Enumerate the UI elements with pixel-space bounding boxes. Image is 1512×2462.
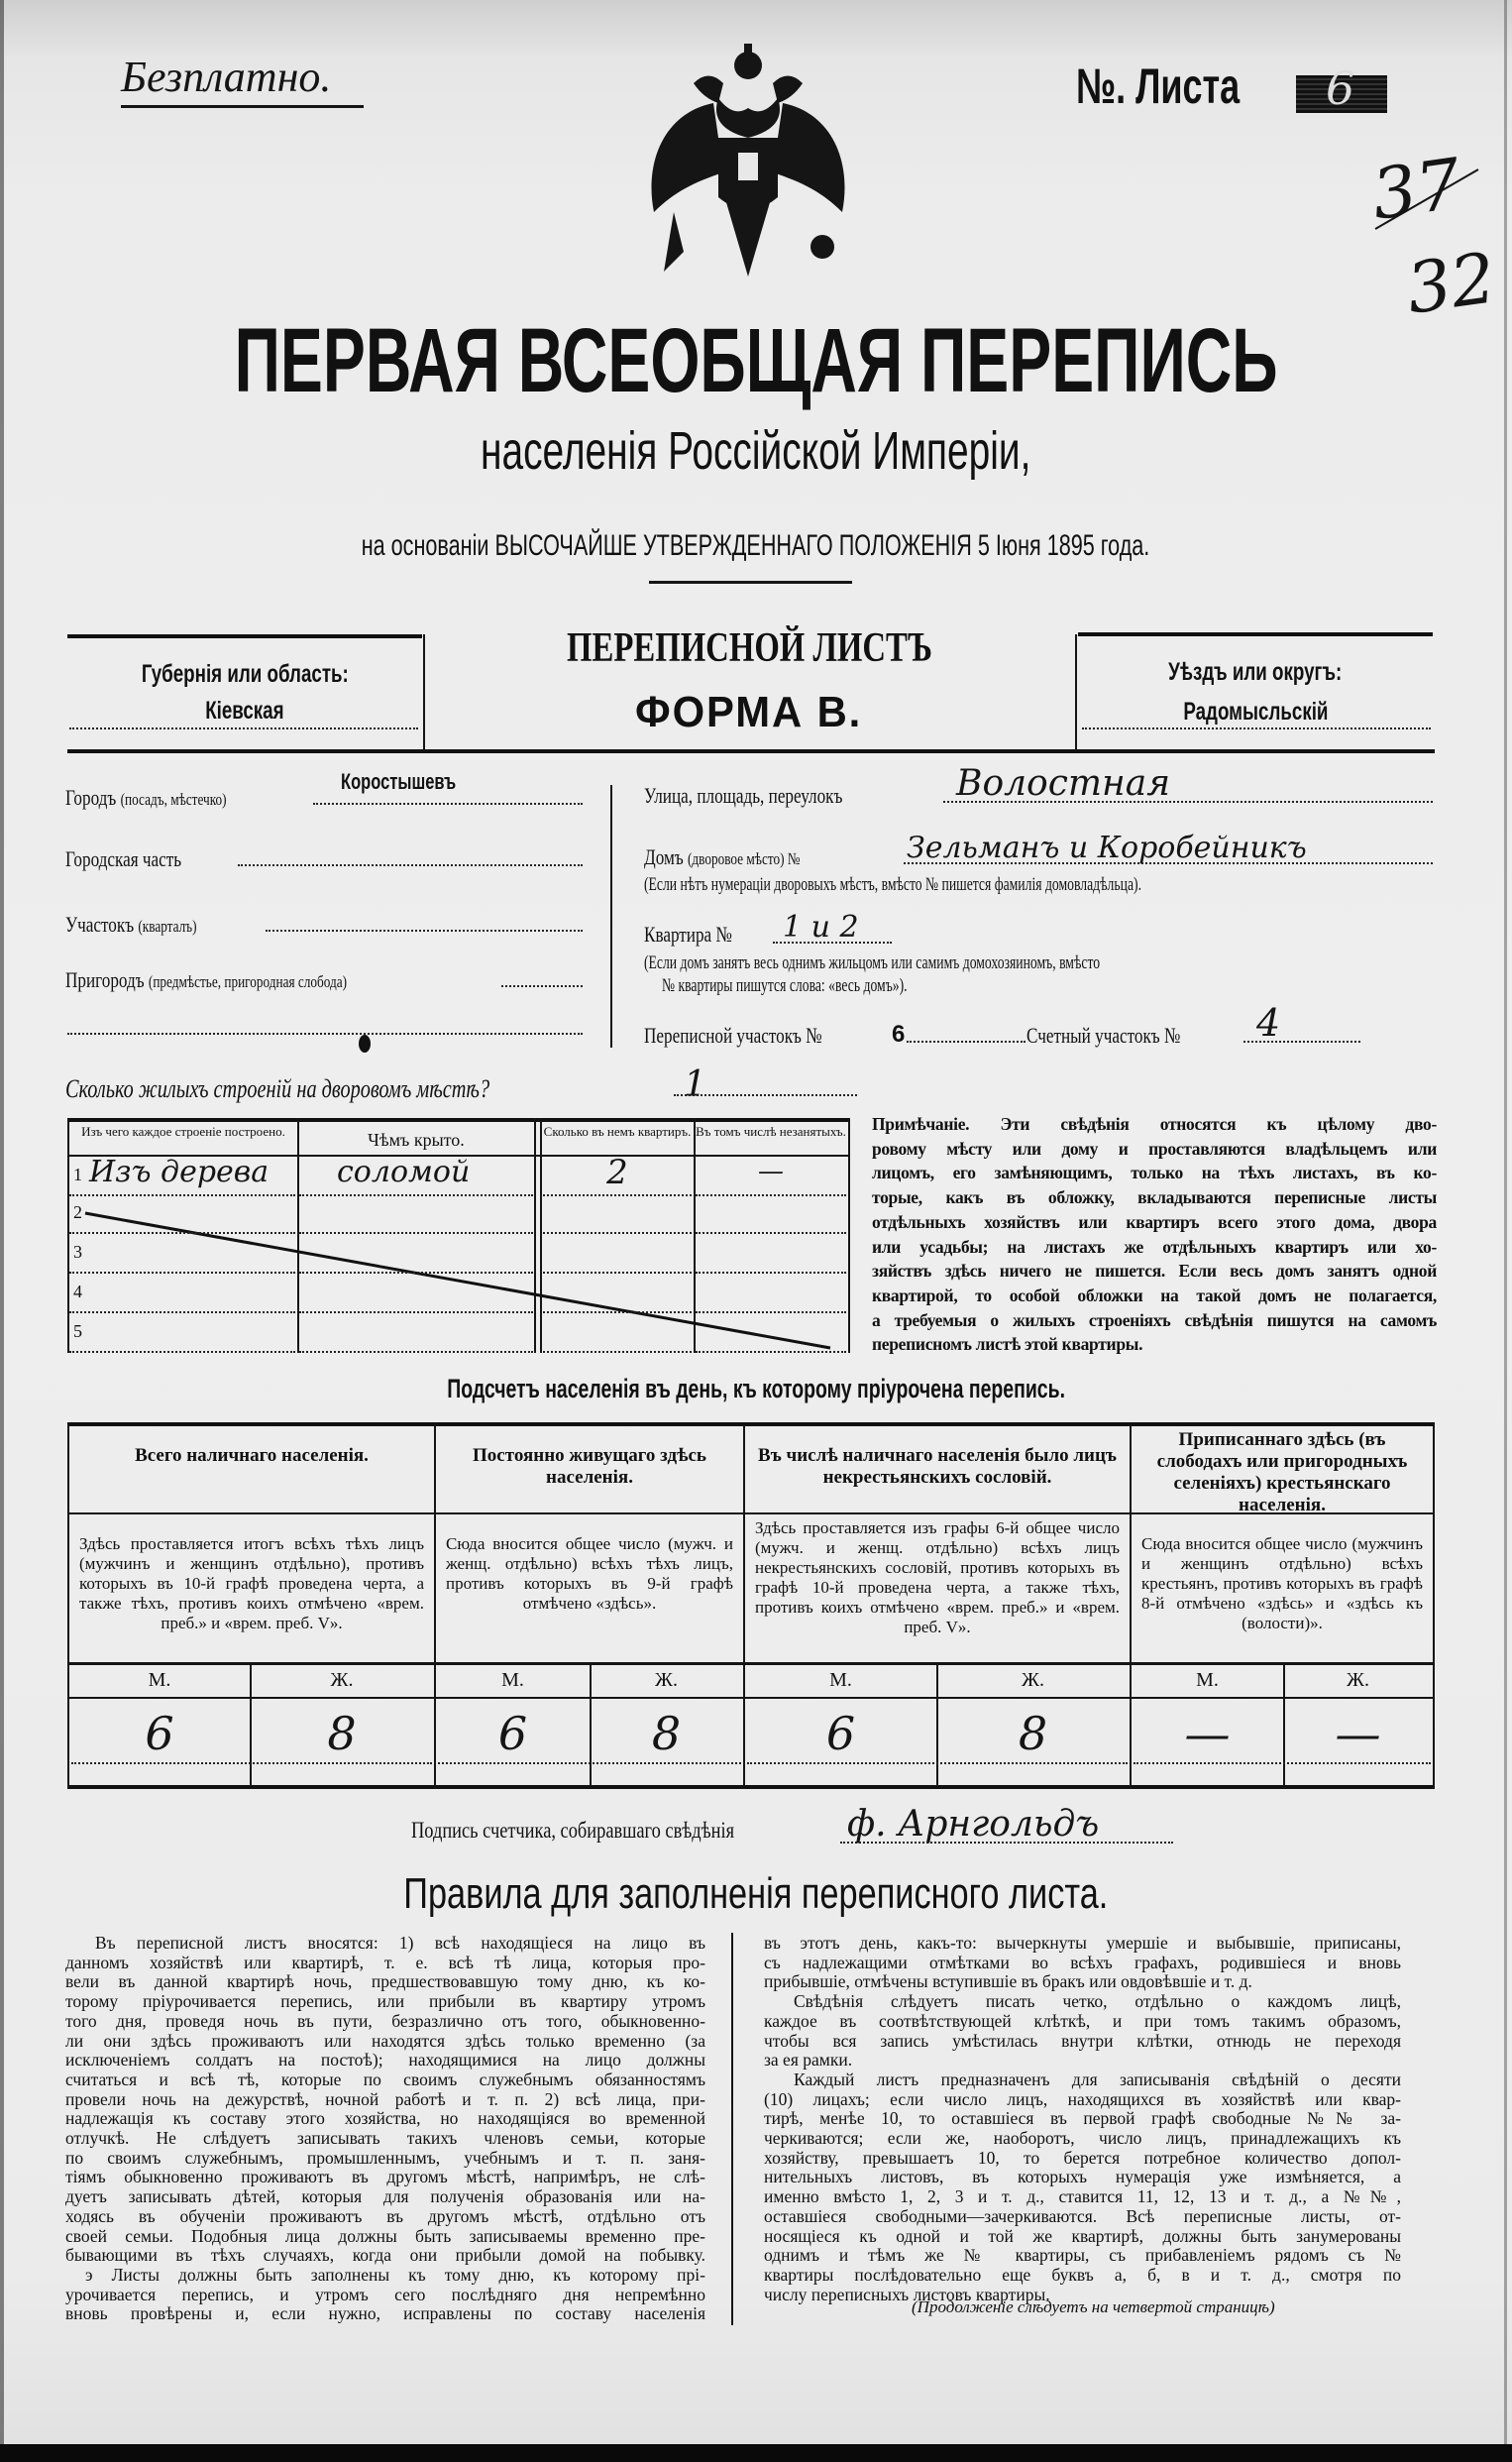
legal-basis: на основаніи ВЫСОЧАЙШЕ УТВЕРЖДЕННАГО ПОЛОЖЕНІЯ 5 Іюня 1895 года. (362, 529, 1150, 562)
column-description: Сюда вносится общее число (мужчинъ и женщинъ отдѣльно) всѣхъ крестьянъ, противъ которыхъ въ графѣ 8-й отмѣчено «здѣсь» и «здѣсь къ (волости)». (1141, 1534, 1423, 1632)
count-district-label: Счетный участокъ № (1026, 1023, 1181, 1048)
row-dotted-line[interactable] (69, 1232, 295, 1234)
note-line: Примѣчаніе. Эти свѣдѣнія относятся къ цѣлому дво- (872, 1114, 1437, 1134)
column-heading: Приписаннаго здѣсь (въ слободахъ или пригородныхъ селеніяхъ) крестьянскаго населенія. (1156, 1429, 1408, 1515)
row-dotted-line[interactable] (696, 1194, 846, 1196)
note-line: ровому мѣсту или дому и проставляются владѣльцемъ или (872, 1138, 1437, 1159)
table-top-rule (67, 1422, 1435, 1426)
rules-column-divider (731, 1933, 733, 2325)
rules-continuation: (Продолженіе слѣдуетъ на четвертой страницѣ) (912, 2297, 1275, 2316)
column-heading: Въ числѣ наличнаго населенія было лицъ некрестьянскихъ сословій. (758, 1445, 1117, 1488)
city-part-label: Городская часть (65, 846, 182, 871)
scan-bottom-edge (0, 2444, 1512, 2462)
value-dotted-line[interactable] (1134, 1762, 1431, 1764)
city-label: Городъ (65, 785, 117, 810)
value-dotted-line[interactable] (438, 1762, 741, 1764)
rules-left-line: провели ночь на дежурствѣ, ночной работѣ и т. п. 2) всѣ лица, при- (65, 2088, 705, 2109)
buildings-answer: 1 (684, 1064, 706, 1105)
rules-right-line: тирѣ, менѣе 10, то оставшіеся въ первой графѣ свободные №№ за- (764, 2108, 1401, 2129)
city-value: Коростышевъ (341, 769, 457, 794)
province-label: Губернія или область: (141, 660, 349, 688)
column-description: Здѣсь проставляется изъ графы 6-й общее число (мужч. и женщ. отдѣльно) всѣхъ лицъ некрестьянскихъ сословій, противъ которыхъ въ графѣ 10-й проведена черта, а также тѣхъ, противъ коихъ отмѣчено «врем. преб.» и «врем. преб. V». (755, 1518, 1120, 1636)
rules-left-line: исключеніемъ солдатъ на постоѣ); находящимися на лицо должны (65, 2050, 705, 2070)
female-count: 8 (327, 1707, 357, 1760)
note-line: переписномъ листѣ этой квартиры. (872, 1334, 1143, 1355)
row-dotted-line[interactable] (299, 1232, 533, 1234)
column-description: Здѣсь проставляется итогъ всѣхъ тѣхъ лицъ (мужчинъ и женщинъ отдѣльно), противъ которыхъ въ 10-й графѣ проведена черта, а также тѣхъ, противъ коихъ отмѣчено «врем. преб.» и «врем. преб. V». (79, 1534, 424, 1632)
rules-right-line: именно вмѣсто 1, 2, 3 и т. д., ставится 11, 12, 13 и т. д., а №№, (764, 2186, 1401, 2207)
note-line: лицомъ, его замѣняющимъ, только на тѣхъ листахъ, въ ко- (872, 1163, 1437, 1183)
rules-left-line: тіямъ обыкновенно проживаютъ въ другомъ мѣстѣ, напримѣръ, не слѣ- (65, 2167, 705, 2187)
column-header-roof: Чѣмъ крыто. (368, 1130, 465, 1150)
row-dotted-line[interactable] (696, 1232, 846, 1234)
row-dotted-line[interactable] (69, 1311, 295, 1313)
column-header-apartments: Сколько въ немъ квартиръ. (543, 1124, 692, 1139)
house-value: Зельманъ и Коробейникъ (907, 831, 1307, 865)
rules-right-line: за ея рамки. (764, 2050, 853, 2070)
note-line: зяйствъ здѣсь ничего не пишется. Если весь домъ занятъ одной (872, 1261, 1437, 1282)
row-number: 3 (73, 1242, 82, 1262)
table-border (1433, 1422, 1435, 1789)
margin-note-crossed: 37 (1366, 143, 1466, 236)
rules-left-line: вели въ данной квартирѣ ночь, предшествовавшую тому дню, къ ко- (65, 1971, 705, 1992)
district-label: Уѣздъ или округъ: (1168, 658, 1343, 686)
district-value: Радомысльскій (1182, 698, 1329, 726)
form-name: ФОРМА В. (635, 688, 863, 736)
rules-right-line: прибывшіе, отмѣчены вступившіе въ бракъ или овдовѣвшіе и т. д. (764, 1971, 1252, 1992)
row-number: 5 (73, 1321, 82, 1341)
rules-left-line: ходясь въ обученіи проживаютъ въ другомъ мѣстѣ, отдѣльно отъ (65, 2205, 705, 2226)
apartment-value: 1 и 2 (783, 910, 859, 945)
note-line: отдѣльныхъ хозяйствъ или квартиръ всего этого дома, двора (872, 1211, 1437, 1232)
rules-right-line: числу переписныхъ листовъ квартиры. (764, 2284, 1050, 2304)
rules-right-line: чтобы вся запись умѣстилась внутри клѣтки, отнюдь не переходя (764, 2030, 1401, 2051)
population-title: Подсчетъ населенія въ день, къ которому пріурочена перепись. (447, 1374, 1065, 1403)
row-roof: соломой (337, 1155, 471, 1189)
male-count: — (1184, 1707, 1231, 1760)
city-hint: (посадъ, мѣстечко) (120, 790, 227, 809)
rules-right-line: черкиваются; если же, наоборотъ, число лицъ, принадлежащихъ къ (764, 2128, 1401, 2148)
rules-right-line: съ надлежащими отмѣтками во всѣхъ графахъ, родившіеся и вновь (764, 1952, 1401, 1972)
row-dotted-line[interactable] (299, 1311, 533, 1313)
rules-left-line: торому пріурочивается перепись, или прибыли въ квартиру утромъ (65, 1991, 705, 2012)
census-district-label: Переписной участокъ № (644, 1023, 822, 1048)
rules-left-line: надлежащія къ составу этого хозяйства, но находящіяся во временной (65, 2108, 705, 2129)
rules-left-line: э Листы должны быть заполнены къ тому дню, къ которому прі- (85, 2264, 705, 2285)
apartment-note-line-2: № квартиры пишутся слова: «весь домъ»). (662, 975, 908, 996)
precinct-hint: (кварталъ) (138, 917, 197, 936)
rules-right-line: Свѣдѣнія слѣдуетъ писать четко, отдѣльно о каждомъ лицѣ, (794, 1991, 1401, 2012)
note-line: квартирой, то особой обложки на такой домъ не полагается, (872, 1285, 1437, 1305)
note-line: а требуемыя о жилыхъ строеніяхъ свѣдѣнія пишутся на самомъ (872, 1309, 1437, 1330)
rules-right-line: квартиры послѣдовательно еще буквъ а, б, в и т. д., смотря по (764, 2264, 1401, 2285)
female-count: — (1335, 1707, 1381, 1760)
rules-left-line: данномъ хозяйствѣ или квартирѣ, т. е. всѣ тѣ лица, которыя про- (65, 1952, 705, 1972)
row-dotted-line[interactable] (696, 1351, 846, 1353)
male-count: 6 (145, 1707, 174, 1760)
rules-right-line: хозяйству, превышаетъ 10, то берется потребное количество допол- (764, 2147, 1401, 2168)
row-number: 1 (73, 1165, 82, 1184)
buildings-question: Сколько жилыхъ строеній на дворовомъ мѣстѣ? (65, 1074, 490, 1103)
rules-left-line: по своимъ служебнымъ, промышленнымъ, учебнымъ и т. п. заня- (65, 2147, 705, 2168)
column-header-material: Изъ чего каждое строеніе построено. (81, 1124, 285, 1139)
value-dotted-line[interactable] (71, 1762, 432, 1764)
row-number: 2 (73, 1202, 82, 1222)
male-label: М. (1196, 1669, 1219, 1691)
free-of-charge-label: Безплатно. (121, 53, 332, 101)
rules-right-line: (10) лицахъ; если число лицъ, находящихся въ хозяйствѣ или квар- (764, 2088, 1401, 2109)
column-heading: Постоянно живущаго здѣсь населенія. (473, 1445, 706, 1488)
rules-left-line: того дня, проведя ночь въ пути, безразлично отъ того, обыкновенно- (65, 2010, 705, 2031)
female-label: Ж. (1347, 1669, 1369, 1691)
row-dotted-line[interactable] (299, 1272, 533, 1274)
female-count: 8 (1018, 1707, 1048, 1760)
row-vacant: — (758, 1157, 784, 1186)
rules-right-line: каждое въ соотвѣтствующей клѣткѣ, и при томъ такимъ образомъ, (764, 2010, 1401, 2031)
page-subtitle: населенія Россійской Имперіи, (481, 421, 1031, 481)
value-dotted-line[interactable] (747, 1762, 1128, 1764)
signature-label: Подпись счетчика, собиравшаго свѣдѣнія (411, 1818, 735, 1843)
column-header-vacant: Въ томъ числѣ незанятыхъ. (696, 1124, 846, 1139)
house-hint: (дворовое мѣсто) № (687, 849, 801, 868)
row-dotted-line[interactable] (69, 1194, 295, 1196)
table-rule (67, 1697, 1435, 1699)
row-dotted-line[interactable] (69, 1351, 295, 1353)
table-bottom-rule (67, 1785, 1435, 1789)
row-dotted-line[interactable] (299, 1194, 533, 1196)
row-apartments: 2 (606, 1153, 628, 1192)
row-dotted-line[interactable] (543, 1351, 692, 1353)
male-label: М. (829, 1669, 852, 1691)
rules-left-line: Въ переписной листъ вносятся: 1) всѣ находящіеся на лицо въ (95, 1933, 705, 1953)
column-heading: Всего наличнаго населенія. (135, 1445, 369, 1466)
rules-right-line: однимъ и тѣмъ же № квартиры, съ прибавленіемъ рядомъ съ № (764, 2245, 1401, 2266)
suburb-hint: (предмѣстье, пригородная слобода) (148, 972, 348, 991)
row-number: 4 (73, 1282, 82, 1301)
form-title: ПЕРЕПИСНОЙ ЛИСТЪ (566, 625, 932, 671)
table-rule (67, 1662, 1435, 1665)
row-dotted-line[interactable] (696, 1272, 846, 1274)
margin-note: 32 (1401, 237, 1501, 330)
male-label: М. (148, 1669, 171, 1691)
province-value: Кіевская (205, 697, 284, 725)
suburb-label: Пригородъ (65, 967, 145, 992)
rules-left-line: ли они здѣсь проживаютъ или находятся здѣсь только временно (за (65, 2030, 705, 2051)
rules-left-line: своей семьи. Подобныя лица должны быть записываемы временно пре- (65, 2225, 705, 2246)
row-dotted-line[interactable] (69, 1272, 295, 1274)
female-label: Ж. (1022, 1669, 1044, 1691)
apartment-note-line-1: (Если домъ занятъ весь однимъ жильцомъ или самимъ домохозяиномъ, вмѣсто (644, 952, 1101, 973)
male-count: 6 (825, 1707, 856, 1760)
rules-right-line: нительныхъ листовъ, въ которыхъ нумерація уже измѣняется, а (764, 2167, 1401, 2187)
rules-left-line: дуетъ записывать дѣтей, которыя для полученія образованія или на- (65, 2186, 705, 2207)
row-dotted-line[interactable] (543, 1311, 692, 1313)
row-dotted-line[interactable] (543, 1272, 692, 1274)
rules-right-line: оставшіеся свободными—зачеркиваются. Всѣ переписные листы, от- (764, 2205, 1401, 2226)
rules-right-line: носящіеся къ одной и той же квартирѣ, должны быть занумерованы (764, 2225, 1401, 2246)
apartment-label: Квартира № (644, 922, 732, 947)
rules-left-line: отлучкѣ. Не слѣдуетъ записывать такихъ членовъ семьи, которые (65, 2128, 705, 2148)
column-description: Сюда вносится общее число (мужч. и женщ. отдѣльно) всѣхъ тѣхъ лицъ, противъ которыхъ въ 9-й графѣ отмѣчено «здѣсь». (446, 1534, 733, 1613)
male-label: М. (501, 1669, 524, 1691)
row-dotted-line[interactable] (543, 1194, 692, 1196)
female-count: 8 (651, 1707, 682, 1760)
census-district-value: 6 (892, 1021, 906, 1048)
male-count: 6 (497, 1707, 528, 1760)
row-dotted-line[interactable] (696, 1311, 846, 1313)
row-dotted-line[interactable] (299, 1351, 533, 1353)
precinct-label: Участокъ (65, 912, 135, 937)
house-note: (Если нѣтъ нумераціи дворовыхъ мѣстъ, вмѣсто № пишется фамилія домовладѣльца). (644, 874, 1141, 895)
page-title: ПЕРВАЯ ВСЕОБЩАЯ ПЕРЕПИСЬ (234, 310, 1278, 411)
note-line: или усадьбы; на листахъ же отдѣльныхъ квартиръ или хо- (872, 1236, 1437, 1257)
sheet-number-label: №. Листа (1076, 58, 1241, 114)
rules-right-line: Каждый листъ предназначенъ для записыванія свѣдѣній о десяти (794, 2069, 1401, 2089)
row-dotted-line[interactable] (543, 1232, 692, 1234)
signature-value: ф. Арнгольдъ (847, 1804, 1100, 1845)
rules-left-line: урочивается перепись, и утромъ сего послѣдняго дня непремѣнно (65, 2284, 705, 2304)
rules-right-line: въ этотъ день, какъ-то: вычеркнуты умершіе и выбывшіе, приписаны, (764, 1933, 1401, 1953)
street-label: Улица, площадь, переулокъ (644, 783, 843, 808)
count-district-value: 4 (1256, 1001, 1281, 1045)
rules-left-line: бывающими въ тѣхъ случаяхъ, когда они прибыли домой на побывку. (65, 2245, 705, 2266)
rules-left-line: вновь провѣрены и, если нужно, исправлены по составу населенія (65, 2303, 705, 2324)
row-material: Изъ дерева (89, 1155, 270, 1189)
rules-left-line: считаться и всѣ тѣ, которые по своимъ служебнымъ обязанностямъ (65, 2069, 705, 2089)
sheet-number-value: 6 (1326, 61, 1355, 115)
street-value: Волостная (956, 763, 1171, 804)
female-label: Ж. (330, 1669, 354, 1691)
house-label: Домъ (644, 844, 684, 869)
note-line: торые, какъ въ обложку, вкладываются переписные листы (872, 1187, 1437, 1208)
female-label: Ж. (655, 1669, 678, 1691)
rules-title: Правила для заполненія переписного листа. (403, 1869, 1109, 1918)
